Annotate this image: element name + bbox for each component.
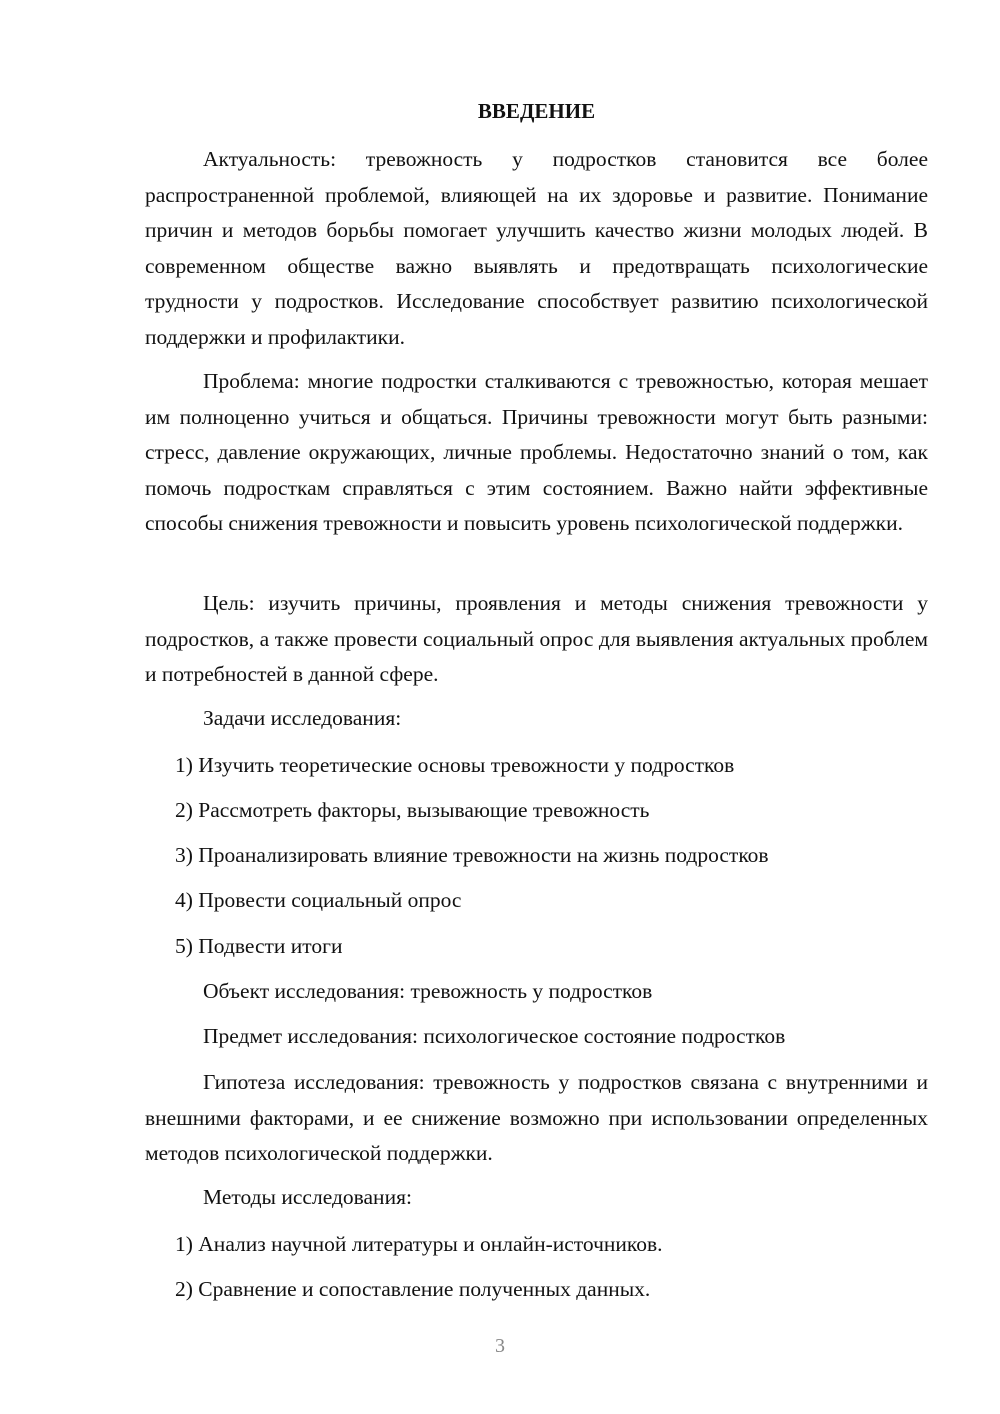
task-item: 5) Подвести итоги: [175, 934, 343, 958]
research-subject: Предмет исследования: психологическое состояние подростков: [203, 1024, 786, 1048]
page-number: 3: [495, 1335, 505, 1357]
task-item: 1) Изучить теоретические основы тревожности у подростков: [175, 753, 735, 777]
method-item: 1) Анализ научной литературы и онлайн-источников.: [175, 1232, 663, 1256]
tasks-heading: Задачи исследования:: [203, 706, 402, 730]
method-item: 2) Сравнение и сопоставление полученных данных.: [175, 1277, 651, 1301]
relevance-paragraph: Актуальность: тревожность у подростков становится все более распространенной проблемой, влияющей на их здоровье и развитие. Понимание причин и методов борьбы помогает улучшить качество жизни молодых людей. В современном обществе важно выявлять и предотвращать психологические трудности у подростков. Исследование способствует развитию психологической поддержки и профилактики.: [145, 147, 928, 349]
hypothesis-paragraph: Гипотеза исследования: тревожность у подростков связана с внутренними и внешними факторами, и ее снижение возможно при использовании определенных методов психологической поддержки.: [145, 1070, 928, 1165]
methods-heading: Методы исследования:: [203, 1185, 412, 1209]
research-object: Объект исследования: тревожность у подростков: [203, 979, 653, 1003]
section-title: ВВЕДЕНИЕ: [477, 99, 596, 123]
task-item: 4) Провести социальный опрос: [175, 888, 462, 912]
goal-paragraph: Цель: изучить причины, проявления и методы снижения тревожности у подростков, а также провести социальный опрос для выявления актуальных проблем и потребностей в данной сфере.: [145, 591, 928, 686]
problem-paragraph: Проблема: многие подростки сталкиваются с тревожностью, которая мешает им полноценно учиться и общаться. Причины тревожности могут быть разными: стресс, давление окружающих, личные проблемы. Недостаточно знаний о том, как помочь подросткам справляться с этим состоянием. Важно найти эффективные способы снижения тревожности и повысить уровень психологической поддержки.: [145, 369, 928, 535]
task-item: 3) Проанализировать влияние тревожности на жизнь подростков: [175, 843, 769, 867]
task-item: 2) Рассмотреть факторы, вызывающие тревожность: [175, 798, 650, 822]
